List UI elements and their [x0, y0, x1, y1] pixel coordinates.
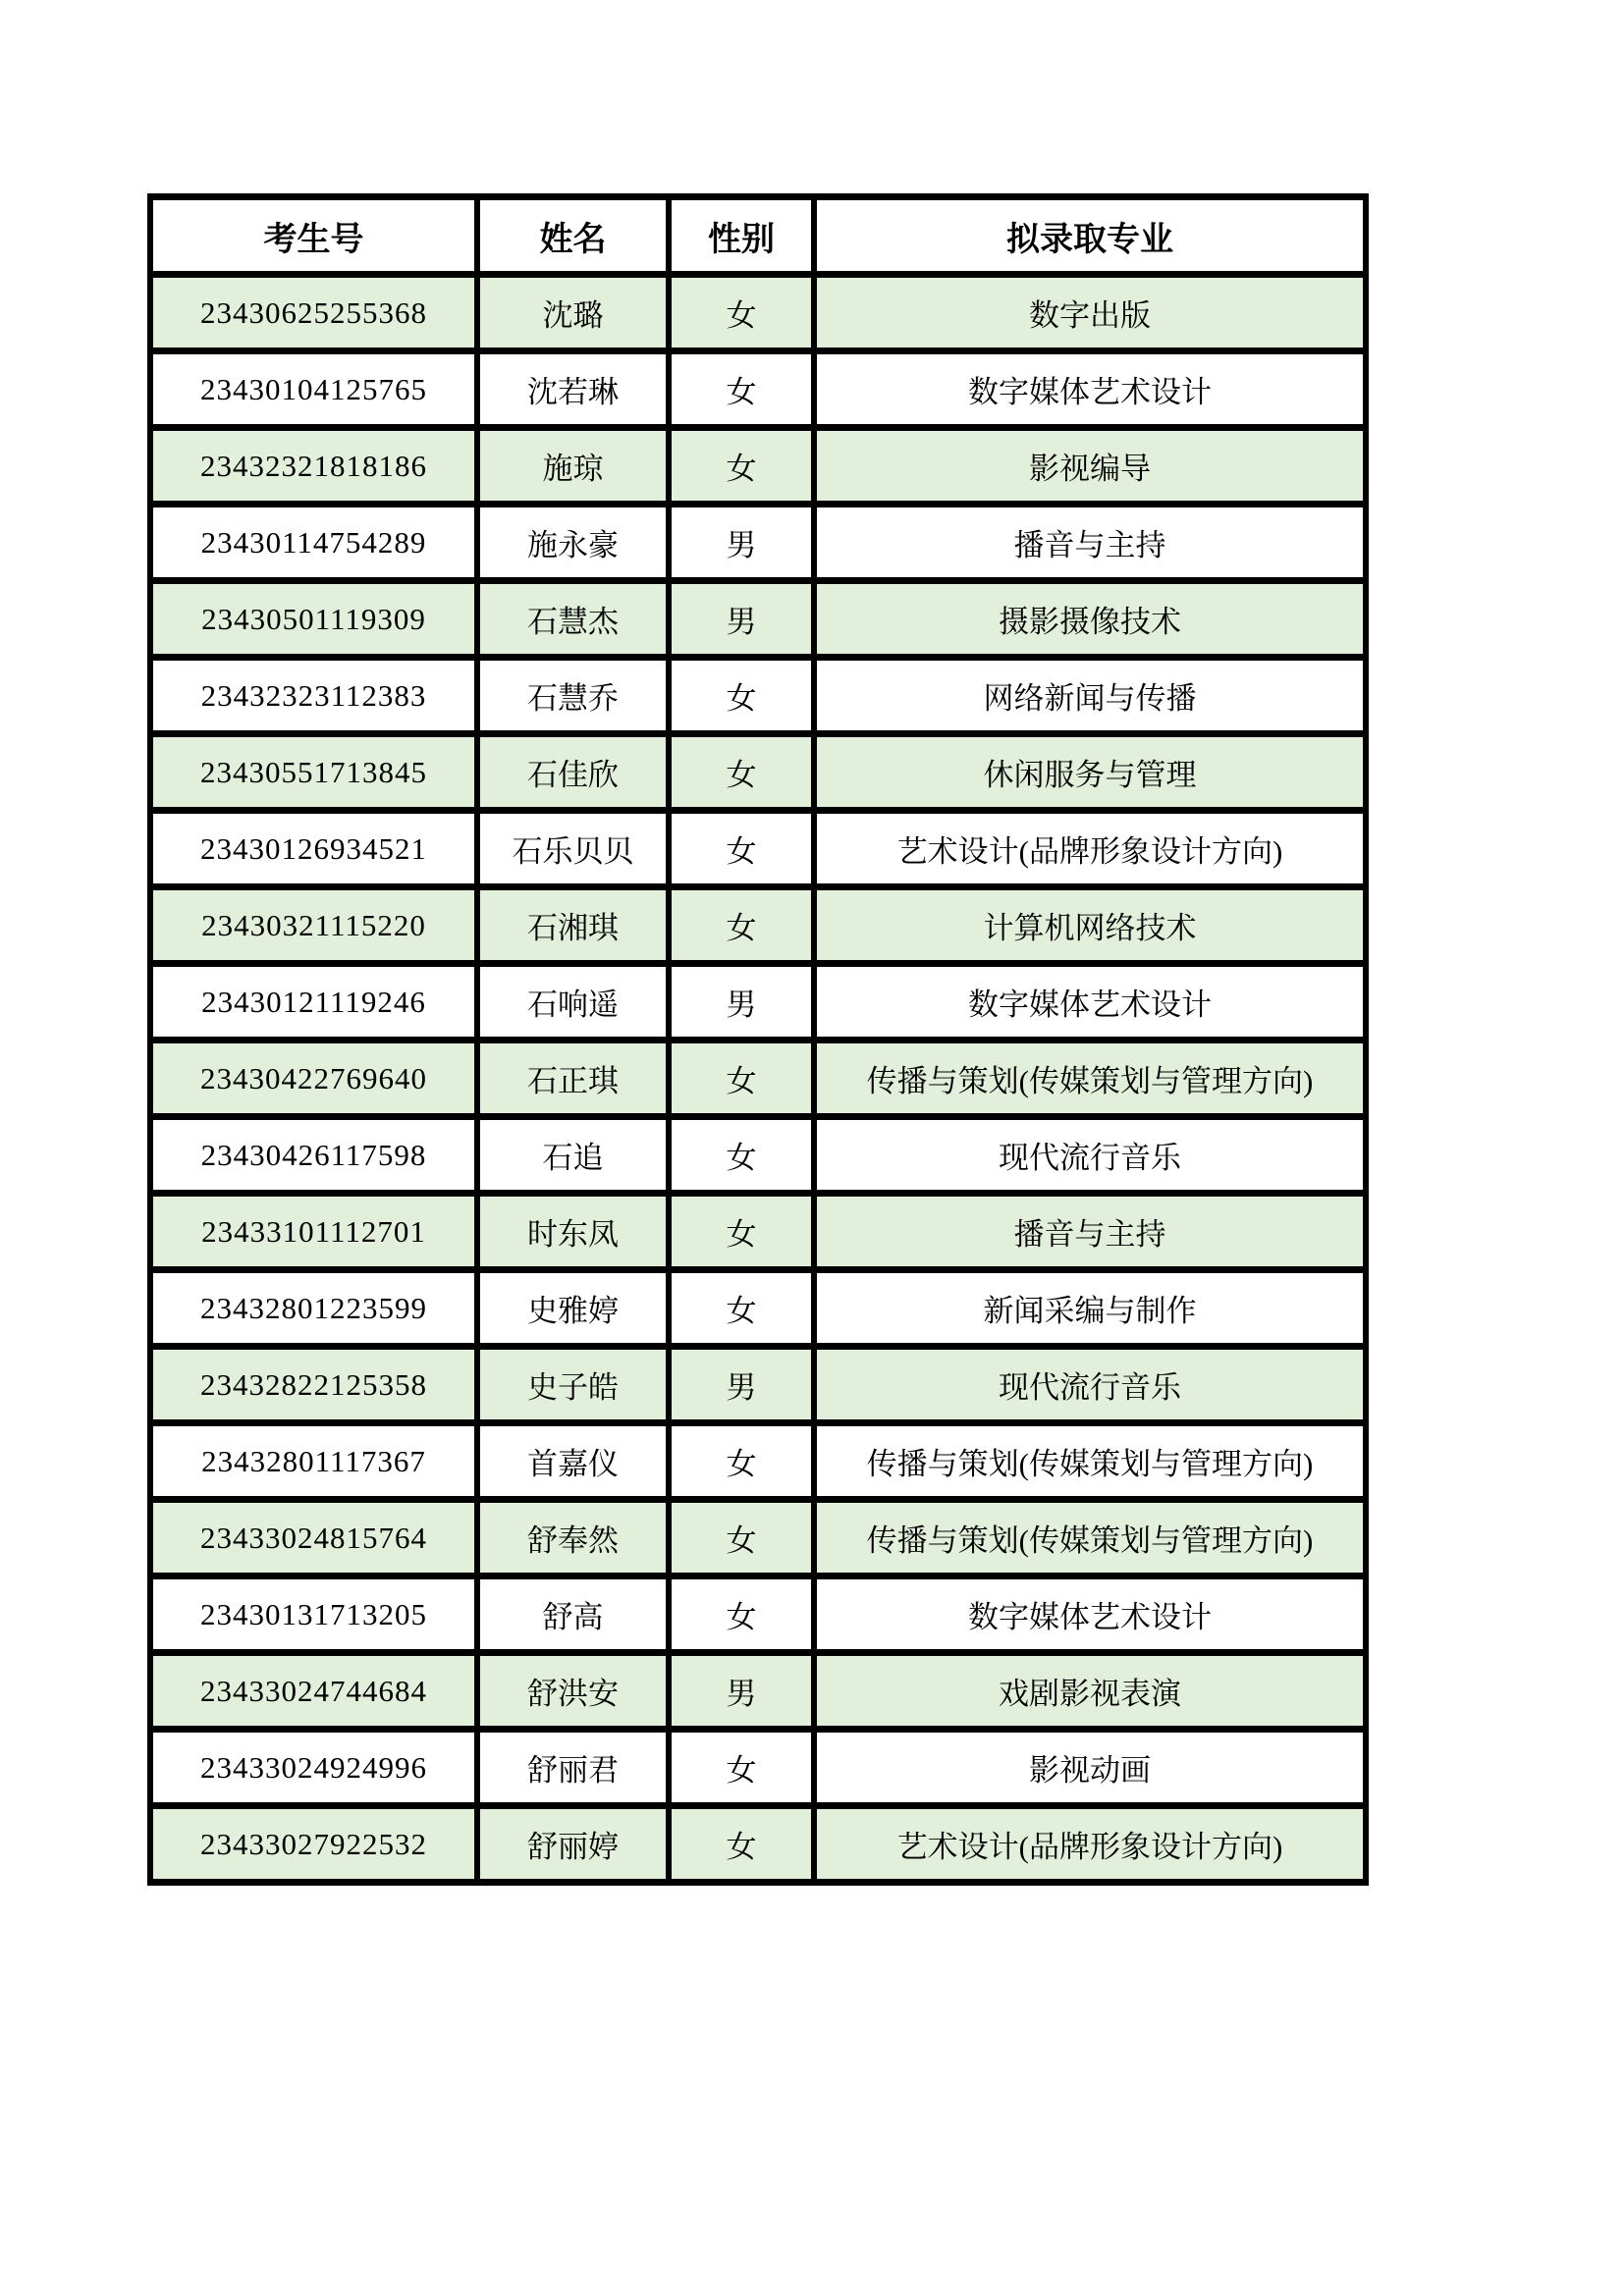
cell-gender: 女	[669, 811, 814, 887]
cell-name: 施琼	[477, 428, 669, 505]
cell-gender: 女	[669, 275, 814, 351]
column-header-exam-id: 考生号	[150, 197, 477, 275]
cell-exam-id: 23432323112383	[150, 658, 477, 734]
table-row	[150, 581, 1366, 658]
cell-name: 石追	[477, 1117, 669, 1194]
table-row	[150, 1423, 1366, 1500]
cell-name: 舒丽婷	[477, 1806, 669, 1883]
cell-exam-id: 23430625255368	[150, 275, 477, 351]
cell-gender: 女	[669, 1806, 814, 1883]
cell-exam-id: 23433024744684	[150, 1653, 477, 1730]
cell-exam-id: 23433024924996	[150, 1730, 477, 1806]
cell-exam-id: 23430321115220	[150, 887, 477, 964]
column-header-name: 姓名	[477, 197, 669, 275]
cell-name: 石慧乔	[477, 658, 669, 734]
cell-name: 时东凤	[477, 1194, 669, 1270]
cell-major: 影视动画	[814, 1730, 1366, 1806]
cell-name: 史雅婷	[477, 1270, 669, 1347]
cell-gender: 女	[669, 1576, 814, 1653]
cell-major: 艺术设计(品牌形象设计方向)	[814, 811, 1366, 887]
table-row	[150, 811, 1366, 887]
cell-name: 舒高	[477, 1576, 669, 1653]
cell-name: 沈若琳	[477, 351, 669, 428]
cell-major: 网络新闻与传播	[814, 658, 1366, 734]
cell-major: 播音与主持	[814, 1194, 1366, 1270]
cell-exam-id: 23432822125358	[150, 1347, 477, 1423]
cell-major: 数字媒体艺术设计	[814, 351, 1366, 428]
cell-major: 播音与主持	[814, 505, 1366, 581]
table-row	[150, 1347, 1366, 1423]
table-row	[150, 964, 1366, 1041]
cell-major: 现代流行音乐	[814, 1347, 1366, 1423]
cell-gender: 女	[669, 1041, 814, 1117]
header-row	[150, 197, 1366, 275]
table-row	[150, 887, 1366, 964]
table-row	[150, 505, 1366, 581]
cell-exam-id: 23430551713845	[150, 734, 477, 811]
cell-gender: 男	[669, 1347, 814, 1423]
cell-major: 影视编导	[814, 428, 1366, 505]
admission-table	[147, 193, 1369, 1886]
table-row	[150, 351, 1366, 428]
cell-name: 施永豪	[477, 505, 669, 581]
cell-gender: 女	[669, 1117, 814, 1194]
cell-name: 史子皓	[477, 1347, 669, 1423]
table-row	[150, 1194, 1366, 1270]
cell-gender: 女	[669, 1194, 814, 1270]
cell-major: 戏剧影视表演	[814, 1653, 1366, 1730]
cell-gender: 女	[669, 887, 814, 964]
cell-major: 数字出版	[814, 275, 1366, 351]
cell-name: 石响遥	[477, 964, 669, 1041]
cell-gender: 女	[669, 428, 814, 505]
cell-gender: 男	[669, 1653, 814, 1730]
cell-gender: 女	[669, 1500, 814, 1576]
cell-exam-id: 23430131713205	[150, 1576, 477, 1653]
cell-exam-id: 23430426117598	[150, 1117, 477, 1194]
cell-major: 数字媒体艺术设计	[814, 1576, 1366, 1653]
cell-gender: 女	[669, 1730, 814, 1806]
cell-gender: 男	[669, 964, 814, 1041]
table-row	[150, 1270, 1366, 1347]
table-row	[150, 1653, 1366, 1730]
table-row	[150, 1117, 1366, 1194]
cell-exam-id: 23430126934521	[150, 811, 477, 887]
cell-gender: 女	[669, 1270, 814, 1347]
cell-major: 数字媒体艺术设计	[814, 964, 1366, 1041]
cell-major: 现代流行音乐	[814, 1117, 1366, 1194]
cell-name: 石湘琪	[477, 887, 669, 964]
column-header-major: 拟录取专业	[814, 197, 1366, 275]
cell-exam-id: 23433024815764	[150, 1500, 477, 1576]
table-row	[150, 734, 1366, 811]
cell-exam-id: 23432801223599	[150, 1270, 477, 1347]
cell-exam-id: 23433101112701	[150, 1194, 477, 1270]
cell-major: 休闲服务与管理	[814, 734, 1366, 811]
cell-gender: 男	[669, 505, 814, 581]
column-header-gender: 性别	[669, 197, 814, 275]
cell-name: 沈璐	[477, 275, 669, 351]
table-row	[150, 1806, 1366, 1883]
cell-exam-id: 23430114754289	[150, 505, 477, 581]
cell-name: 舒丽君	[477, 1730, 669, 1806]
cell-exam-id: 23430121119246	[150, 964, 477, 1041]
cell-exam-id: 23430422769640	[150, 1041, 477, 1117]
table-row	[150, 1041, 1366, 1117]
cell-exam-id: 23432801117367	[150, 1423, 477, 1500]
cell-gender: 女	[669, 1423, 814, 1500]
cell-name: 舒洪安	[477, 1653, 669, 1730]
cell-major: 计算机网络技术	[814, 887, 1366, 964]
cell-exam-id: 23433027922532	[150, 1806, 477, 1883]
cell-gender: 女	[669, 658, 814, 734]
cell-major: 摄影摄像技术	[814, 581, 1366, 658]
cell-gender: 女	[669, 734, 814, 811]
table-row	[150, 275, 1366, 351]
cell-major: 传播与策划(传媒策划与管理方向)	[814, 1423, 1366, 1500]
cell-name: 首嘉仪	[477, 1423, 669, 1500]
table-row	[150, 1730, 1366, 1806]
cell-name: 石佳欣	[477, 734, 669, 811]
table-row	[150, 1500, 1366, 1576]
cell-major: 传播与策划(传媒策划与管理方向)	[814, 1500, 1366, 1576]
cell-major: 新闻采编与制作	[814, 1270, 1366, 1347]
table-row	[150, 658, 1366, 734]
cell-gender: 男	[669, 581, 814, 658]
cell-name: 舒奉然	[477, 1500, 669, 1576]
cell-major: 艺术设计(品牌形象设计方向)	[814, 1806, 1366, 1883]
cell-exam-id: 23430104125765	[150, 351, 477, 428]
cell-name: 石乐贝贝	[477, 811, 669, 887]
cell-gender: 女	[669, 351, 814, 428]
cell-exam-id: 23430501119309	[150, 581, 477, 658]
cell-major: 传播与策划(传媒策划与管理方向)	[814, 1041, 1366, 1117]
table-row	[150, 1576, 1366, 1653]
cell-exam-id: 23432321818186	[150, 428, 477, 505]
table-row	[150, 428, 1366, 505]
cell-name: 石正琪	[477, 1041, 669, 1117]
cell-name: 石慧杰	[477, 581, 669, 658]
